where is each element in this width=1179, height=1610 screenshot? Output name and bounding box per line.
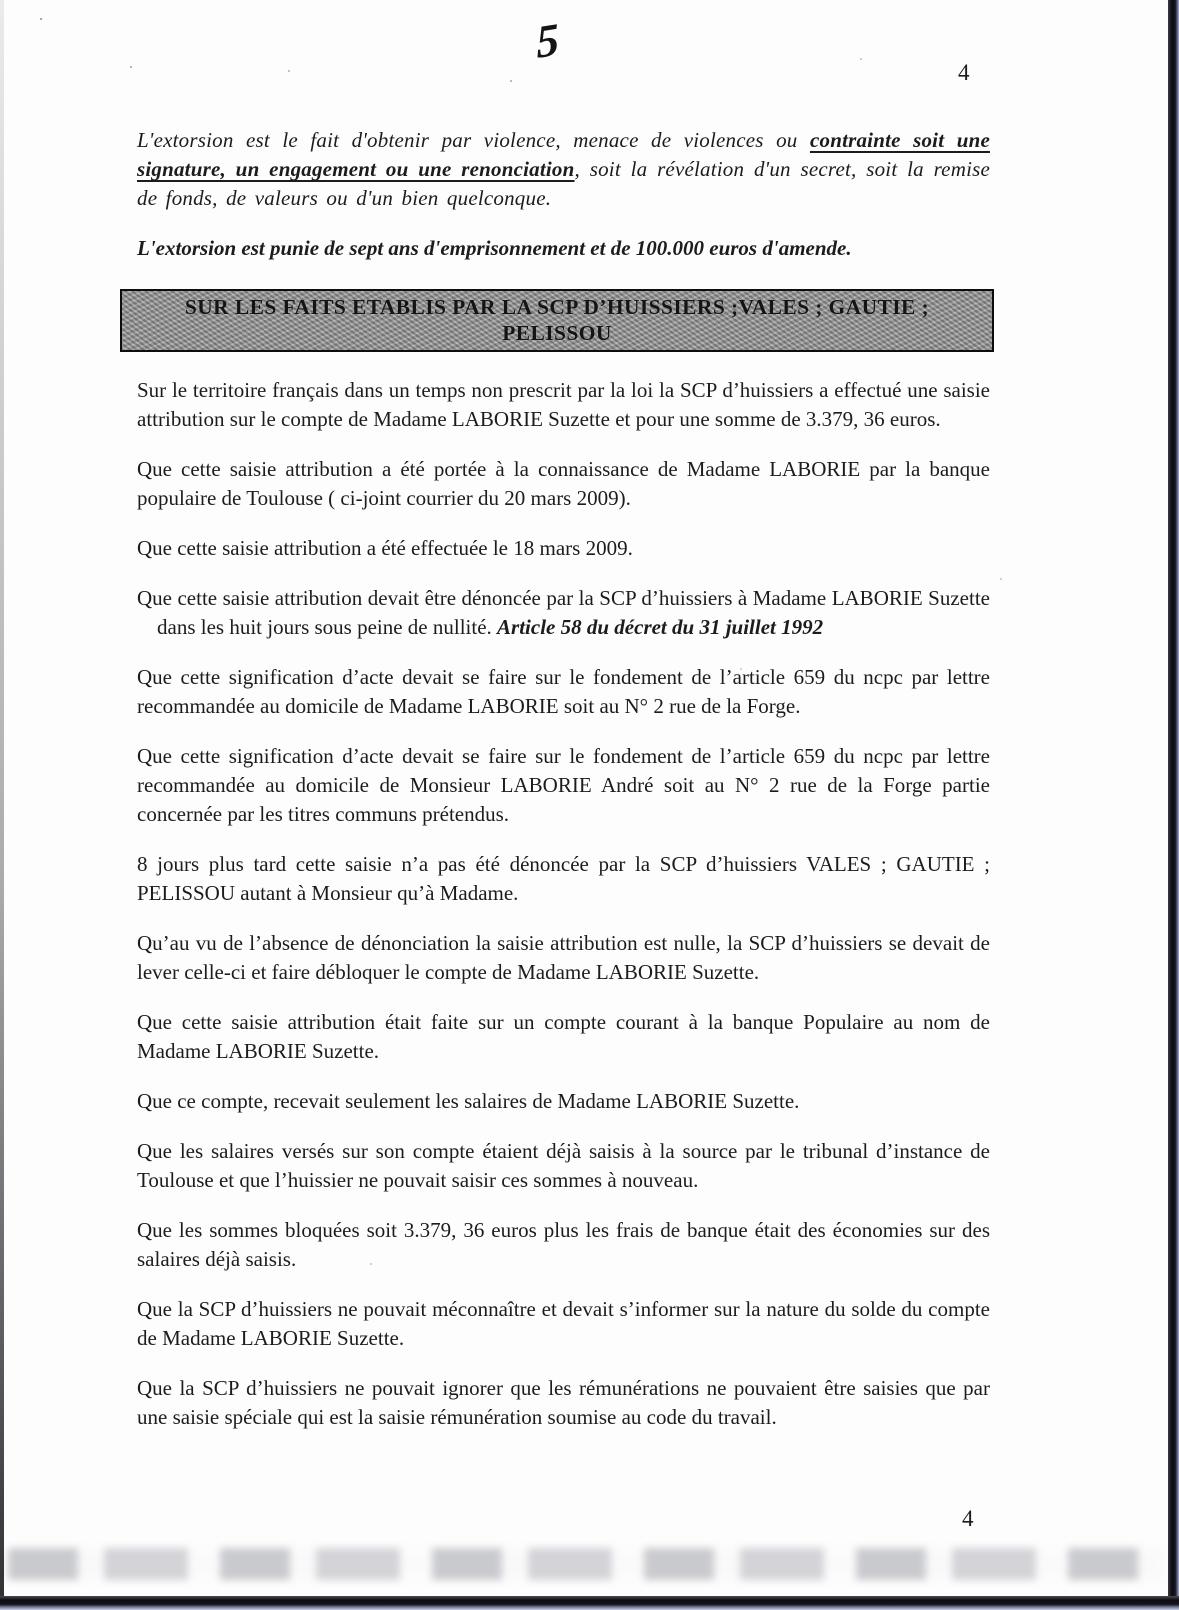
- page-number-top: 4: [958, 60, 970, 85]
- definition-text-tail: , soit la révélation d'un secret, soit la remise de fonds, de valeurs ou d'un bien quelconque.: [137, 157, 990, 210]
- definition-text-lead: L'extorsion est le fait d'obtenir par violence, menace de violences ou: [137, 128, 810, 152]
- scan-bleedthrough-artifact: [8, 1548, 1163, 1580]
- body-paragraph: Que cette saisie attribution a été effectuée le 18 mars 2009.: [137, 536, 633, 560]
- document-content: [137, 126, 990, 1453]
- body-paragraph: Que les sommes bloquées soit 3.379, 36 euros plus les frais de banque était des économies sur des salaires déjà saisis.: [137, 1218, 990, 1271]
- body-paragraph: Sur le territoire français dans un temps non prescrit par la loi la SCP d’huissiers a effectué une saisie attribution sur le compte de Madame LABORIE Suzette et pour une somme de 3.379, 36 euros.: [137, 378, 990, 431]
- article-reference: Article 58 du décret du 31 juillet 1992: [497, 615, 824, 639]
- penalty-paragraph: L'extorsion est punie de sept ans d'emprisonnement et de 100.000 euros d'amende.: [137, 236, 852, 260]
- definition-text-bold-underlined: contrainte soit une signature, un engagement ou une renonciation: [137, 128, 990, 181]
- body-paragraph: Que la SCP d’huissiers ne pouvait ignorer que les rémunérations ne pouvaient être saisies que par une saisie spéciale qui est la saisie rémunération soumise au code du travail.: [137, 1376, 990, 1429]
- handwritten-page-number: 5: [534, 13, 561, 68]
- body-paragraph: Que la SCP d’huissiers ne pouvait méconnaître et devait s’informer sur la nature du solde du compte de Madame LABORIE Suzette.: [137, 1297, 990, 1350]
- body-paragraph: Que cette saisie attribution était faite sur un compte courant à la banque Populaire au nom de Madame LABORIE Suzette.: [137, 1010, 990, 1063]
- scan-edge-bottom: [0, 1596, 1179, 1610]
- section-header-line2: PELISSOU: [502, 321, 612, 345]
- section-header-line1: SUR LES FAITS ETABLIS PAR LA SCP D’HUISSIERS ;VALES ; GAUTIE ;: [184, 295, 930, 319]
- body-paragraph: 8 jours plus tard cette saisie n’a pas été dénoncée par la SCP d’huissiers VALES ; GAUTIE ; PELISSOU autant à Monsieur qu’à Madame.: [137, 852, 990, 905]
- dust-specks: [40, 18, 42, 20]
- body-paragraph: Que ce compte, recevait seulement les salaires de Madame LABORIE Suzette.: [137, 1089, 800, 1113]
- scan-edge-left: [0, 0, 4, 1610]
- page-number-bottom: 4: [962, 1506, 974, 1531]
- body-paragraph: Que cette signification d’acte devait se faire sur le fondement de l’article 659 du ncpc par lettre recommandée au domicile de Monsieur LABORIE André soit au N° 2 rue de la Forge partie concernée par les titres communs prétendus.: [137, 744, 990, 826]
- scan-edge-right: [1168, 0, 1179, 1610]
- body-paragraph: Qu’au vu de l’absence de dénonciation la saisie attribution est nulle, la SCP d’huissiers se devait de lever celle-ci et faire débloquer le compte de Madame LABORIE Suzette.: [137, 931, 990, 984]
- definition-paragraph: [137, 126, 990, 213]
- body-paragraph: Que les salaires versés sur son compte étaient déjà saisis à la source par le tribunal d’instance de Toulouse et que l’huissier ne pouvait saisir ces sommes à nouveau.: [137, 1139, 990, 1192]
- body-paragraph: Que cette signification d’acte devait se faire sur le fondement de l’article 659 du ncpc par lettre recommandée au domicile de Madame LABORIE soit au N° 2 rue de la Forge.: [137, 665, 990, 718]
- paragraph-text: Que cette saisie attribution devait être dénoncée par la SCP d’huissiers à Madame LABORIE Suzette dans les huit jours sous peine de nullité.: [137, 586, 990, 639]
- body-paragraph: Que cette saisie attribution a été portée à la connaissance de Madame LABORIE par la banque populaire de Toulouse ( ci-joint courrier du 20 mars 2009).: [137, 457, 990, 510]
- section-header-banner: [120, 289, 994, 352]
- body-paragraph: [137, 584, 990, 642]
